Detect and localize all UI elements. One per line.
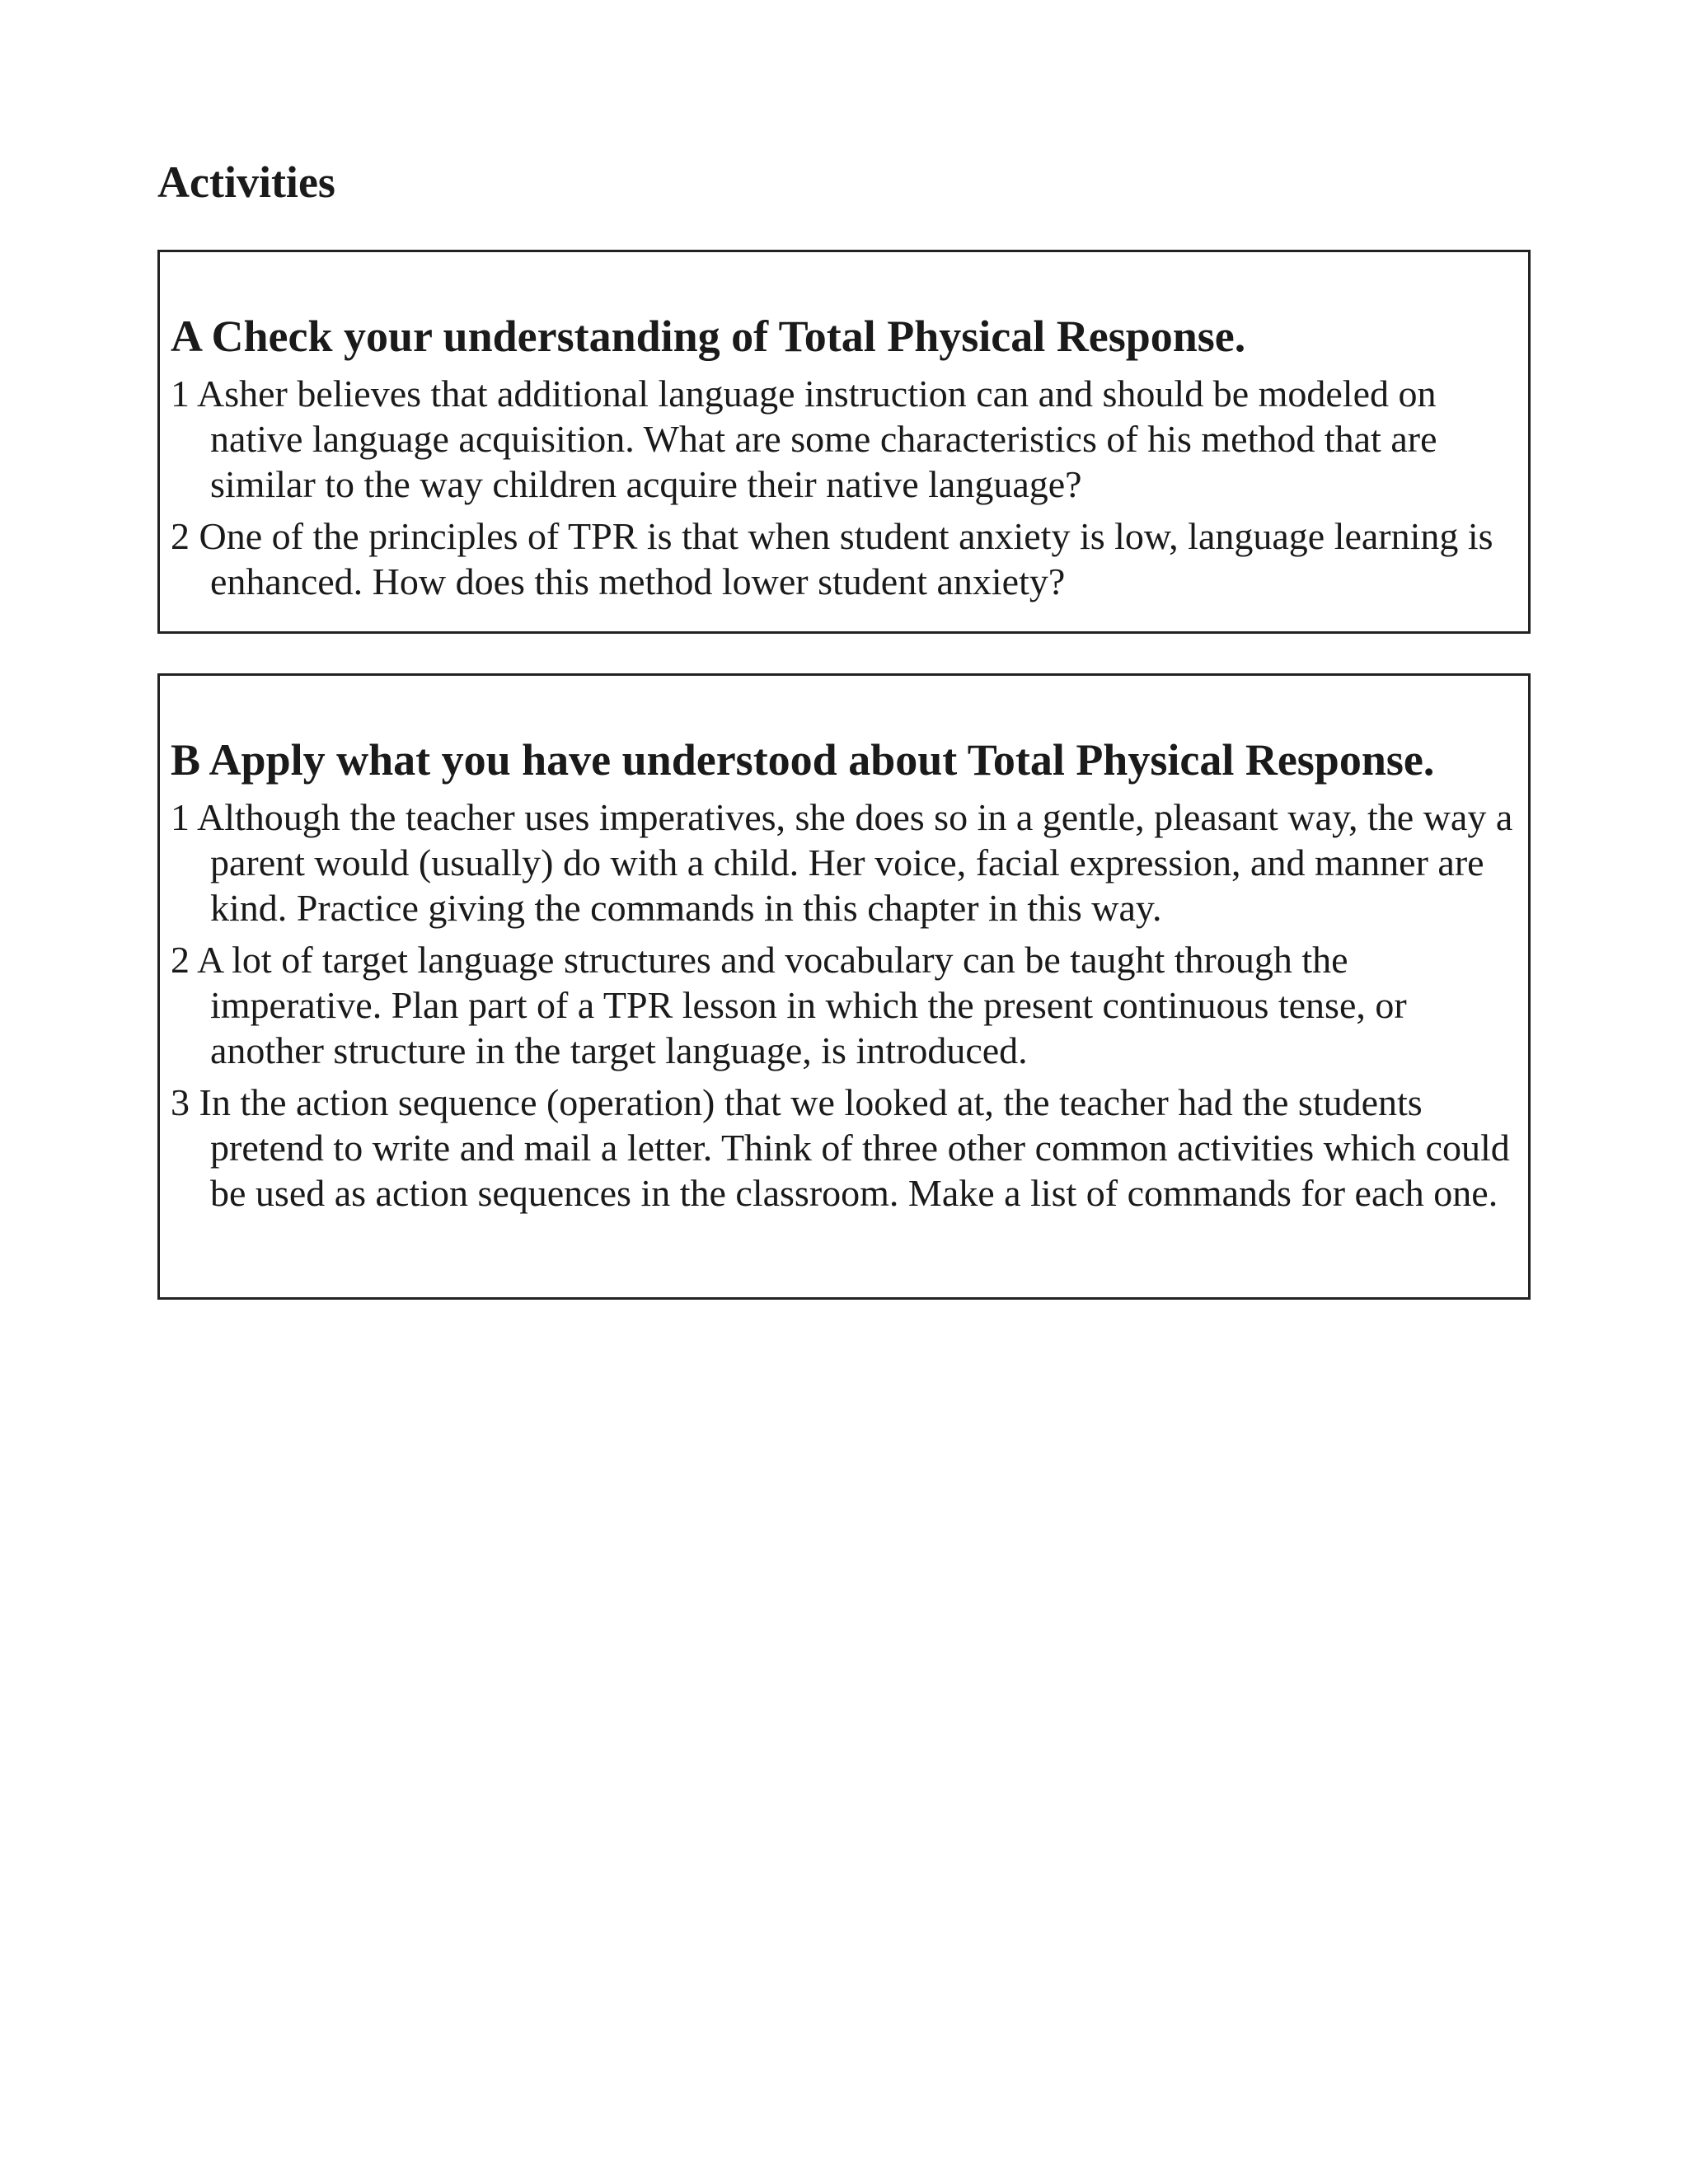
item-text: One of the principles of TPR is that when student anxiety is low, language learning is enhanced. How does this method lower student anxiety? bbox=[199, 515, 1493, 602]
section-a-heading: A Check your understanding of Total Physical Response. bbox=[171, 312, 1246, 361]
item-number: 3 bbox=[171, 1081, 190, 1123]
item-text: Although the teacher uses imperatives, she does so in a gentle, pleasant way, the way a parent would (usually) do with a child. Her voice, facial expression, and manner are kind. Practice giving the commands in this chapter in this way. bbox=[196, 796, 1513, 929]
section-a-item-1 bbox=[171, 371, 1518, 507]
section-b-item-3 bbox=[171, 1080, 1518, 1216]
item-text: A lot of target language structures and vocabulary can be taught through the imperative. Plan part of a TPR lesson in which the present continuous tense, or another structure in the target language, is introduced. bbox=[196, 939, 1407, 1071]
item-text: In the action sequence (operation) that we looked at, the teacher had the students pretend to write and mail a letter. Think of three other common activities which could be used as action sequences in the classroom. Make a list of commands for each one. bbox=[199, 1081, 1510, 1214]
item-number: 2 bbox=[171, 515, 190, 557]
item-number: 2 bbox=[171, 939, 190, 981]
section-b-item-2 bbox=[171, 937, 1518, 1073]
item-number: 1 bbox=[171, 373, 190, 415]
activity-box-a bbox=[157, 250, 1531, 634]
page-title: Activities bbox=[157, 157, 335, 207]
item-text: Asher believes that additional language instruction can and should be modeled on native language acquisition. What are some characteristics of his method that are similar to the way children acquire their native language? bbox=[196, 373, 1437, 505]
activity-box-b bbox=[157, 673, 1531, 1300]
item-number: 1 bbox=[171, 796, 190, 838]
section-a-item-2 bbox=[171, 513, 1518, 604]
section-b-heading: B Apply what you have understood about Total Physical Response. bbox=[171, 735, 1435, 785]
section-b-item-1 bbox=[171, 794, 1518, 930]
